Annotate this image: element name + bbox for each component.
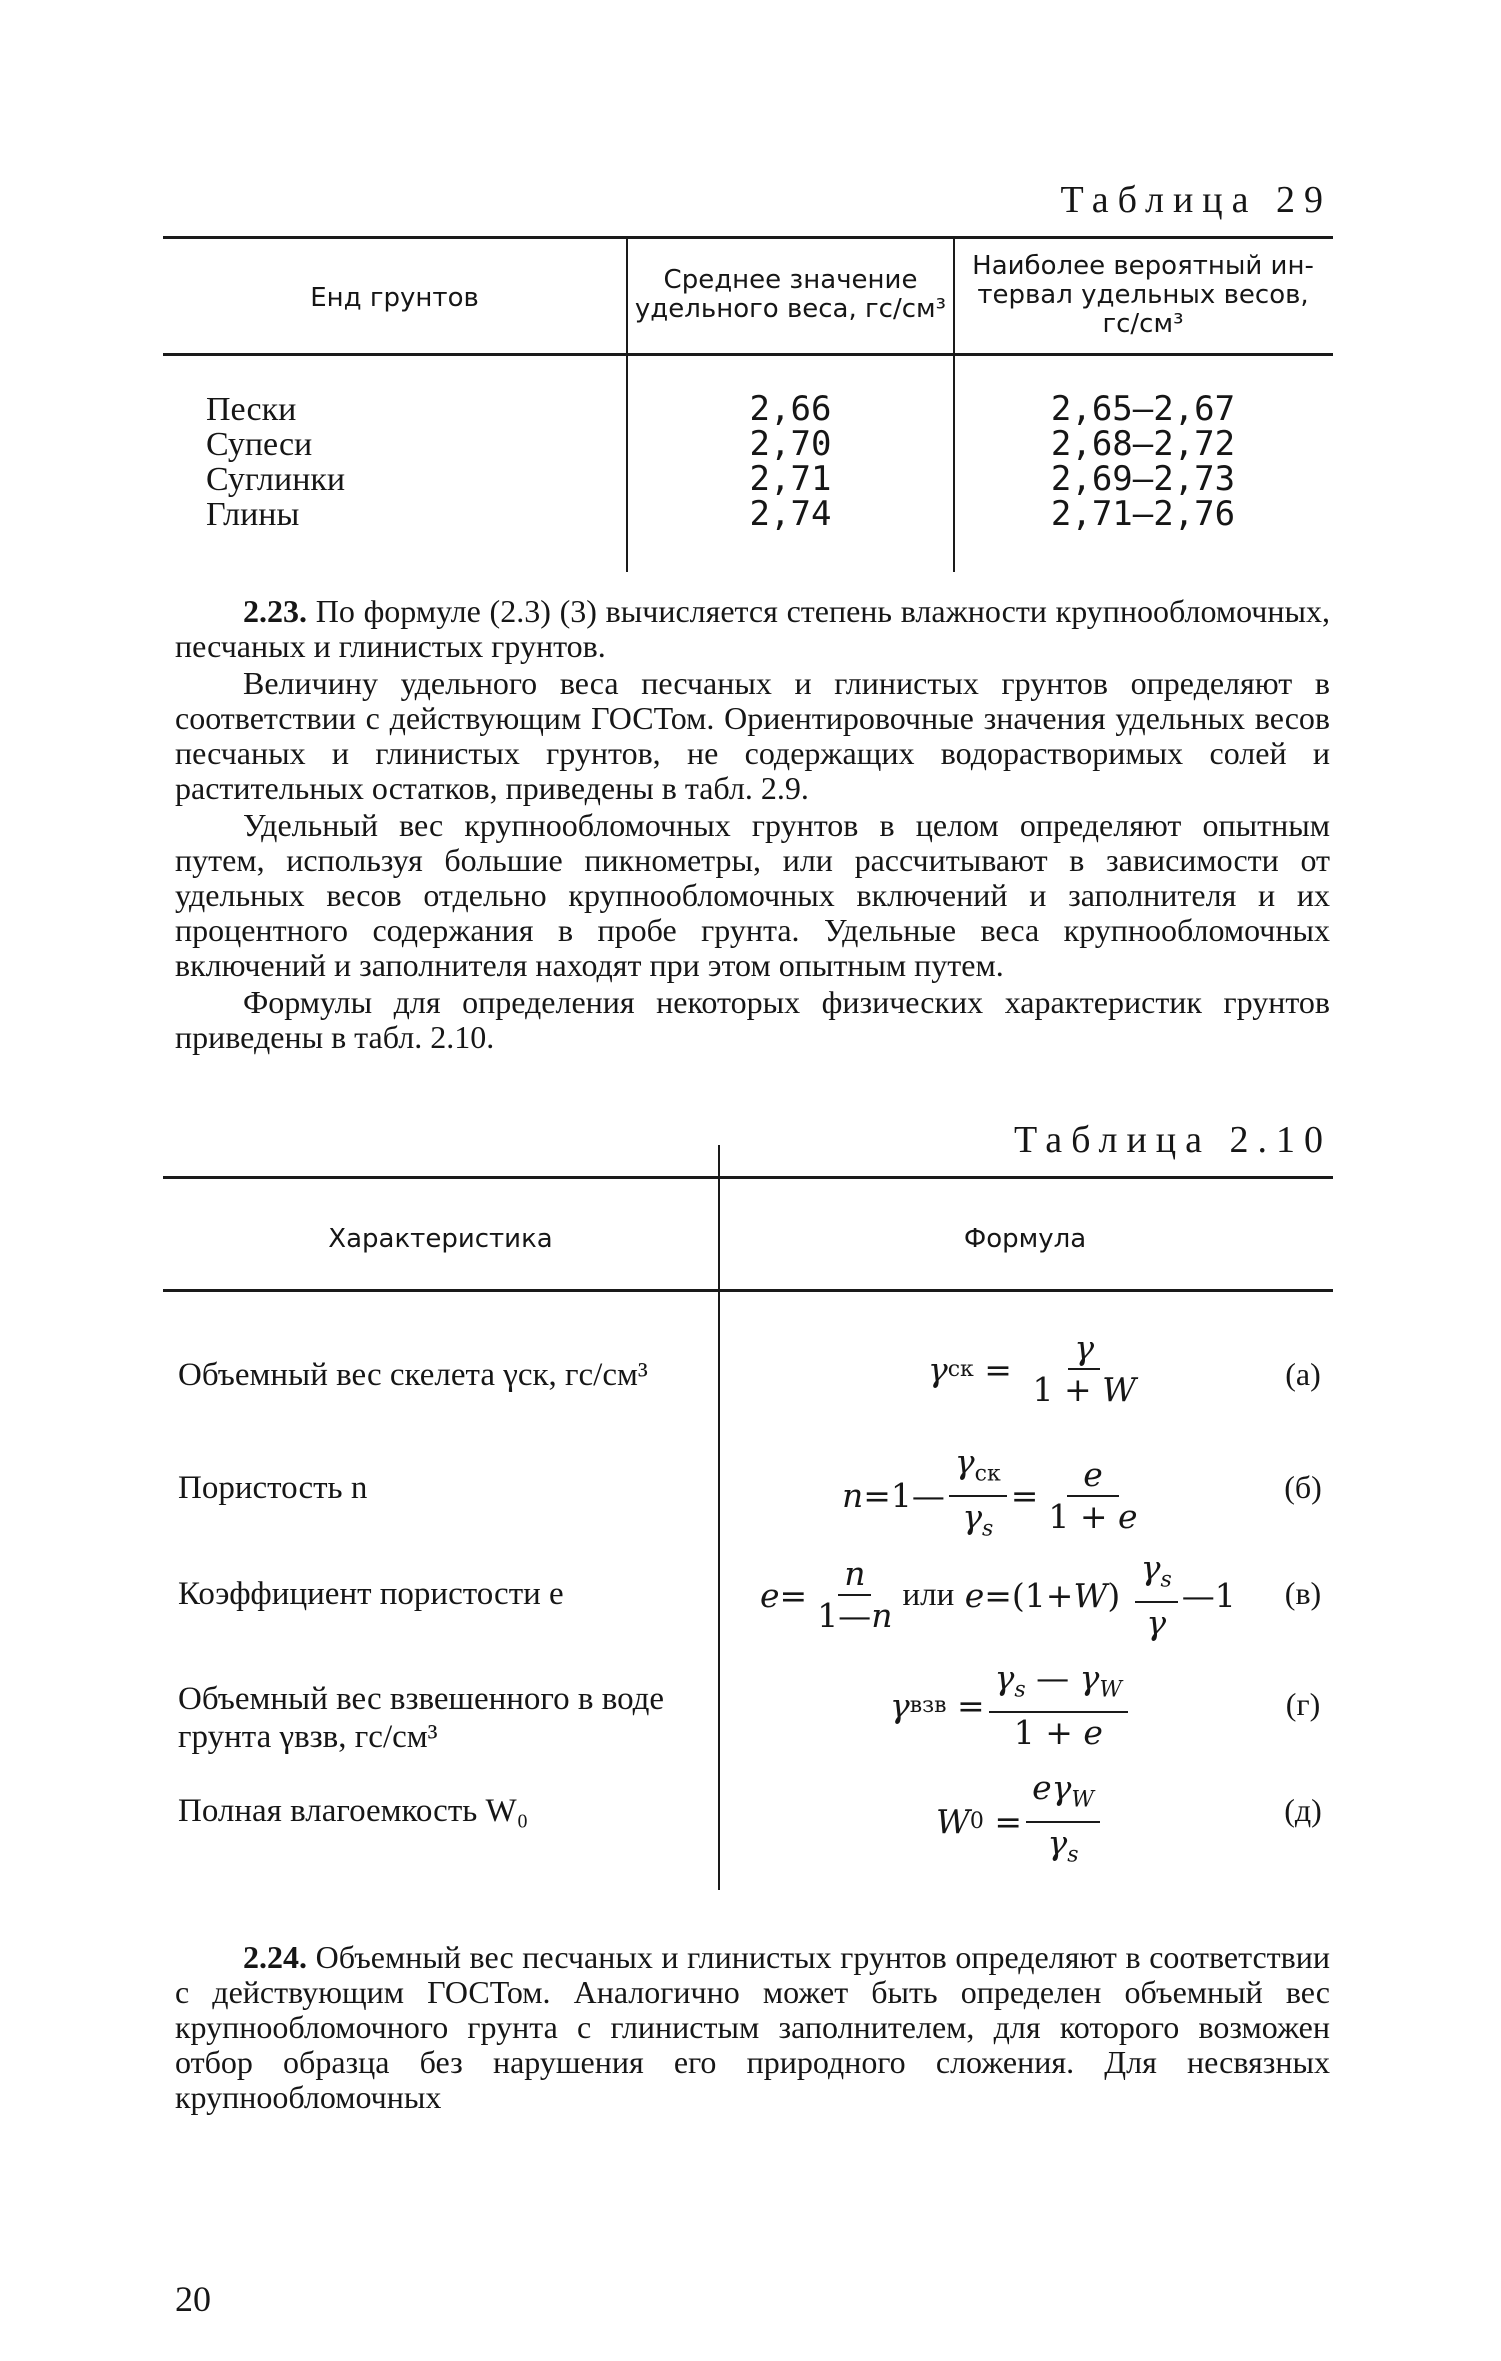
table-210-characteristic: Коэффициент пористости e bbox=[178, 1576, 564, 1612]
body-text-lower bbox=[175, 1940, 1330, 2115]
table-29-caption: Таблица 29 bbox=[1060, 179, 1332, 221]
page-number: 20 bbox=[175, 2279, 211, 2319]
table-210-header-rule bbox=[163, 1289, 1333, 1292]
paragraph: Формулы для определения некоторых физических характеристик грунтов приведены в табл. 2.10. bbox=[175, 984, 1330, 1055]
paragraph: Величину удельного веса песчаных и глинистых грунтов определяют в соответствии с действующим ГОСТом. Ориентировочные значения удельных весов песчаных и глинистых грунтов, не содержащих водорастворимых солей и растительных остатков, приведены в табл. 2.9. bbox=[175, 665, 1330, 806]
formula-label: (в) bbox=[1284, 1575, 1322, 1611]
table-210-header-characteristic: Характеристика bbox=[328, 1224, 553, 1254]
table-29-header-mean: Среднее значение удельного веса, гс/см³ bbox=[634, 265, 947, 324]
formula-a: γ ск = $\frac{\gamma}{1 + W}$ bbox=[928, 1328, 1137, 1409]
table-29-cell-range: 2,68—2,72 bbox=[1050, 424, 1236, 464]
body-text-upper bbox=[175, 594, 1330, 1055]
formula-e: W 0 = $\frac{e\gamma_W}{\gamma_s}$ bbox=[936, 1770, 1104, 1873]
formula-c: e = $\frac{n}{1—n}$ или e =(1+ W ) $\frac{\gamma_s}{\gamma}$ —1 bbox=[760, 1548, 1236, 1642]
table-29-cell-soil: Глины bbox=[206, 496, 300, 533]
table-29-header-soil: Енд грунтов bbox=[310, 283, 479, 313]
table-29-cell-range: 2,69—2,73 bbox=[1050, 459, 1236, 499]
table-210-characteristic: Объемный вес взвешенного в воде грунта γвзв, гс/см³ bbox=[178, 1681, 665, 1755]
table-210-caption: Таблица 2.10 bbox=[1013, 1119, 1332, 1161]
table-29-cell-soil: Суглинки bbox=[206, 461, 346, 498]
table-29-cell-range: 2,65—2,67 bbox=[1050, 389, 1236, 429]
formula-b: n =1— $\frac{\gamma_{ск}}{\gamma_s}$ = $\frac{e}{1 + e}$ bbox=[842, 1442, 1138, 1542]
table-29-cell-mean: 2,74 bbox=[749, 494, 832, 534]
formula-label: (г) bbox=[1285, 1686, 1321, 1722]
paragraph: Удельный вес крупнообломочных грунтов в целом определяют опытным путем, используя большие пикнометры, или рассчитывают в зависимости от удельных весов отдельно крупнообломочных включений и заполнителя и их процентного содержания в пробе грунта. Удельные веса крупнообломочных включений и заполнителя находят при этом опытным путем. bbox=[175, 807, 1330, 983]
table-29-header-range: Наиболее вероятный ин-тервал удельных весов, гс/см³ bbox=[972, 251, 1314, 339]
table-29-cell-mean: 2,66 bbox=[749, 389, 832, 429]
table-29-cell-soil: Супеси bbox=[206, 426, 313, 463]
formula-label: (а) bbox=[1285, 1356, 1321, 1392]
table-29-header-rule bbox=[163, 353, 1333, 356]
table-29-cell-mean: 2,71 bbox=[749, 459, 832, 499]
paragraph-text: По формуле (2.3) (3) вычисляется степень влажности крупнообломочных, песчаных и глинистых грунтов. bbox=[175, 593, 1331, 664]
table-210-characteristic: Пористость n bbox=[178, 1470, 368, 1506]
table-29-cell-range: 2,71—2,76 bbox=[1050, 494, 1236, 534]
table-29-cell-mean: 2,70 bbox=[749, 424, 832, 464]
section-number: 2.23. bbox=[243, 593, 307, 629]
paragraph-2-24 bbox=[175, 1940, 1330, 2115]
table-29-top-rule bbox=[163, 236, 1333, 239]
paragraph-2-23 bbox=[175, 594, 1330, 664]
formula-or-word: или bbox=[902, 1576, 955, 1613]
table-29-cell-soil: Пески bbox=[206, 391, 297, 428]
formula-label: (б) bbox=[1284, 1469, 1322, 1505]
table-210-header-formula: Формула bbox=[963, 1224, 1087, 1254]
table-210-characteristic: Полная влагоемкость W₀ bbox=[178, 1793, 529, 1829]
formula-d: γ взв = $\frac{\gamma_s — \gamma_W}{1 + e}$ bbox=[890, 1660, 1132, 1751]
table-210-characteristic: Объемный вес скелета γск, гс/см³ bbox=[178, 1357, 648, 1393]
paragraph-text: Объемный вес песчаных и глинистых грунтов определяют в соответствии с действующим ГОСТом. Аналогично может быть определен объемный вес крупнообломочного грунта с глинистым заполнителем, для которого возможен отбор образца без нарушения его природного сложения. Для несвязных крупнообломочных bbox=[175, 1939, 1331, 2115]
table-210-col-divider bbox=[718, 1145, 720, 1890]
table-29-col-divider-2 bbox=[953, 238, 955, 572]
formula-label: (д) bbox=[1284, 1792, 1322, 1828]
section-number: 2.24. bbox=[243, 1939, 307, 1975]
table-210-top-rule bbox=[163, 1176, 1333, 1179]
